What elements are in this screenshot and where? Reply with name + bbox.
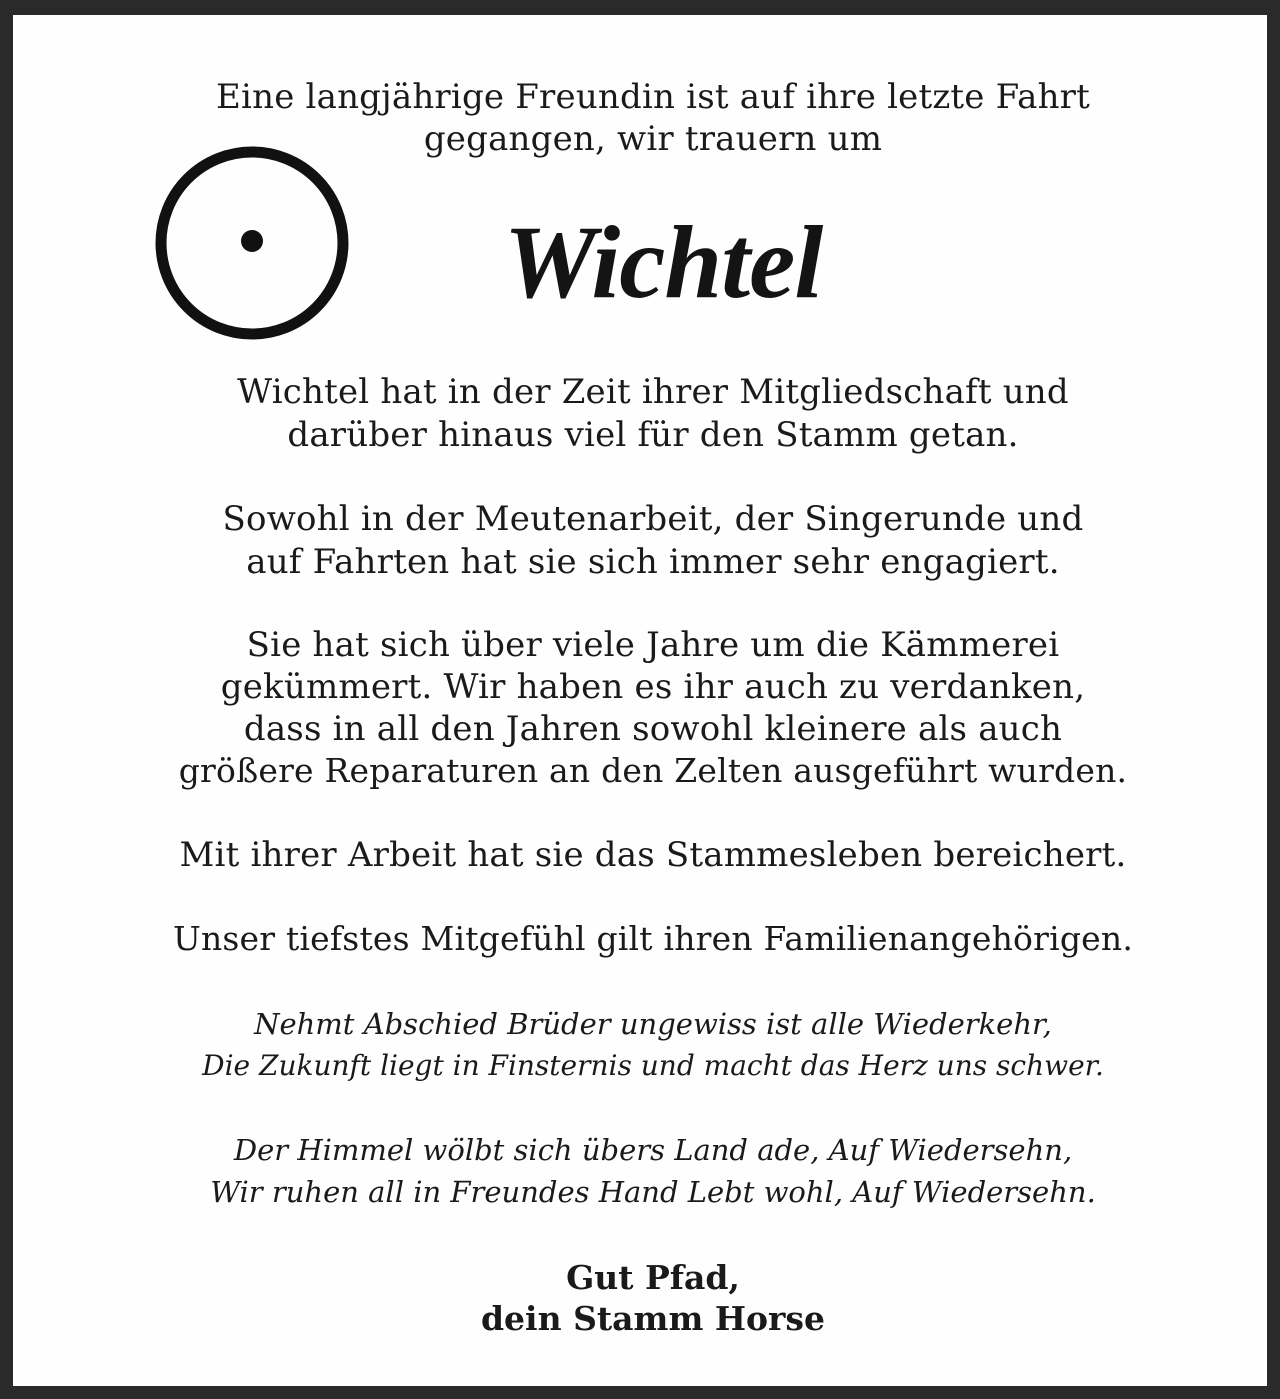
paragraph-1-line-1: Wichtel hat in der Zeit ihrer Mitgliedschaft und (237, 372, 1069, 412)
deceased-name: Wichtel (503, 205, 823, 320)
paragraph-3-line-4: größere Reparaturen an den Zelten ausgeführt wurden. (178, 751, 1128, 790)
verse-1-line-2: Die Zukunft liegt in Finsternis und macht das Herz uns schwer. (202, 1049, 1104, 1082)
intro-line-2: gegangen, wir trauern um (423, 119, 883, 159)
paragraph-4-line-1: Mit ihrer Arbeit hat sie das Stammesleben bereichert. (179, 835, 1127, 875)
verse-2-line-2: Wir ruhen all in Freundes Hand Lebt wohl, Auf Wiedersehn. (210, 1175, 1096, 1209)
verse-1-line-1: Nehmt Abschied Brüder ungewiss ist alle Wiederkehr, (254, 1007, 1052, 1041)
paragraph-5-line-1: Unser tiefstes Mitgefühl gilt ihren Familienangehörigen. (172, 919, 1134, 958)
paragraph-3-line-2: gekümmert. Wir haben es ihr auch zu verdanken, (220, 667, 1086, 707)
paragraph-2-line-1: Sowohl in der Meutenarbeit, der Singerunde und (222, 499, 1084, 539)
paragraph-3-line-1: Sie hat sich über viele Jahre um die Kämmerei (246, 625, 1060, 665)
closing-greeting: Gut Pfad, (566, 1258, 740, 1297)
paragraph-1-line-2: darüber hinaus viel für den Stamm getan. (287, 415, 1019, 455)
verse-2-line-1: Der Himmel wölbt sich übers Land ade, Auf Wiedersehn, (233, 1133, 1073, 1167)
intro-line-1: Eine langjährige Freundin ist auf ihre letzte Fahrt (216, 77, 1090, 117)
closing-signature: dein Stamm Horse (480, 1299, 826, 1338)
paragraph-2-line-2: auf Fahrten hat sie sich immer sehr engagiert. (246, 542, 1060, 582)
paragraph-3-line-3: dass in all den Jahren sowohl kleinere als auch (243, 709, 1063, 749)
